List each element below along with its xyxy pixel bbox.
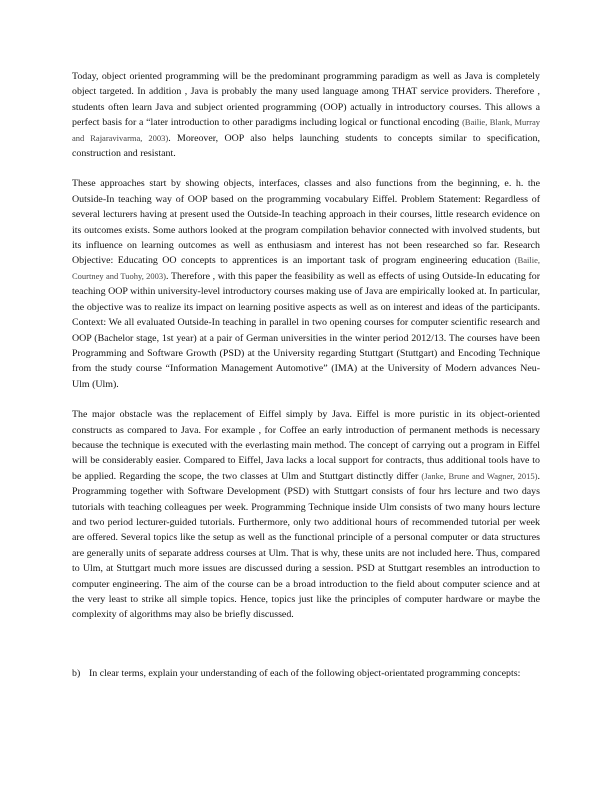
body-text <box>72 69 540 638</box>
citation: (Bailie, Blank, Murray and Rajaravivarma, 2003) <box>72 117 540 143</box>
paragraph-outside-in: These approaches start by showing objects, interfaces, classes and also functions from the beginning, e. h. the Outside-In teaching way of OOP based on the programming vocabulary Eiffel. Problem Statement: Regardless of several lecturers having at present used the Outside-In teaching approach in their courses, little research evidence on its outcomes exists. Some authors looked at the program compilation behavior connected with involved students, but its influence on learning outcomes as well as enthusiasm and interest has not been researched so far. Research Objective: Educating OO concepts to apprentices is an important task of program engineering education (Bailie, Courtney and Tuohy, 2003). Therefore , with this paper the feasibility as well as effects of using Outside-In educating for teaching OOP within university-level introductory courses making use of Java are empirically looked at. In particular, the objective was to realize its impact on learning positive aspects as well as on interest and ideas of the participants. Context: We all evaluated Outside-In teaching in parallel in two opening courses for computer scientific research and OOP (Bachelor stage, 1st year) at a pair of German universities in the winter period 2012/13. The courses have been Programming and Software Growth (PSD) at the University regarding Stuttgart (Stuttgart) and Encoding Technique from the study course “Information Management Automotive” (IMA) at the University of Modern advances Neu-Ulm (Ulm). <box>72 178 540 390</box>
citation: (Bailie, Courtney and Tuohy, 2003) <box>72 255 540 281</box>
paragraph-oop-intro: Today, object oriented programming will be the predominant programming paradigm as well as Java is completely object targeted. In addition , Java is probably the many used language among THAT service providers. Therefore , students often learn Java and subject oriented programming (OOP) actually in introductory courses. This allows a perfect basis for a “later introduction to other paradigms including logical or functional encoding (Bailie, Blank, Murray and Rajaravivarma, 2003). Moreover, OOP also helps launching students to concepts similar to specification, construction and resistant. <box>72 71 540 160</box>
citation: (Janke, Brune and Wagner, 2015) <box>421 470 538 481</box>
question-label: b) <box>72 668 81 679</box>
question-text: In clear terms, explain your understanding of each of the following object-orientated programming concepts: <box>89 668 521 679</box>
paragraph-eiffel-java: The major obstacle was the replacement of Eiffel simply by Java. Eiffel is more puristic in its object-oriented constructs as compared to Java. For example , for Coffee an early introduction of permanent methods is necessary because the technique is executed with the everlasting main method. The concept of carrying out a program in Eiffel will be considerably easier. Compared to Eiffel, Java lacks a local support for contracts, thus additional tools have to be applied. Regarding the scope, the two classes at Ulm and Stuttgart distinctly differ (Janke, Brune and Wagner, 2015). Programming together with Software Development (PSD) with Stuttgart consists of four hrs lecture and two days tutorials with teaching colleagues per week. Programming Technique inside Ulm consists of two many hours lecture and two period lecturer-guided tutorials. Furthermore, only two additional hours of recommended tutorial per week are offered. Several topics like the setup as well as the functional principle of a personal computer or data structures are generally units of separate address courses at Ulm. That is why, these units are not included here. Thus, compared to Ulm, at Stuttgart much more issues are discussed during a session. PSD at Stuttgart resembles an introduction to computer engineering. The aim of the course can be a broad introduction to the field about computer science and at the very least to strike all simple topics. Hence, topics just like the principles of computer hardware or maybe the complexity of algorithms may also be briefly discussed. <box>72 409 540 621</box>
question-b <box>72 666 540 681</box>
